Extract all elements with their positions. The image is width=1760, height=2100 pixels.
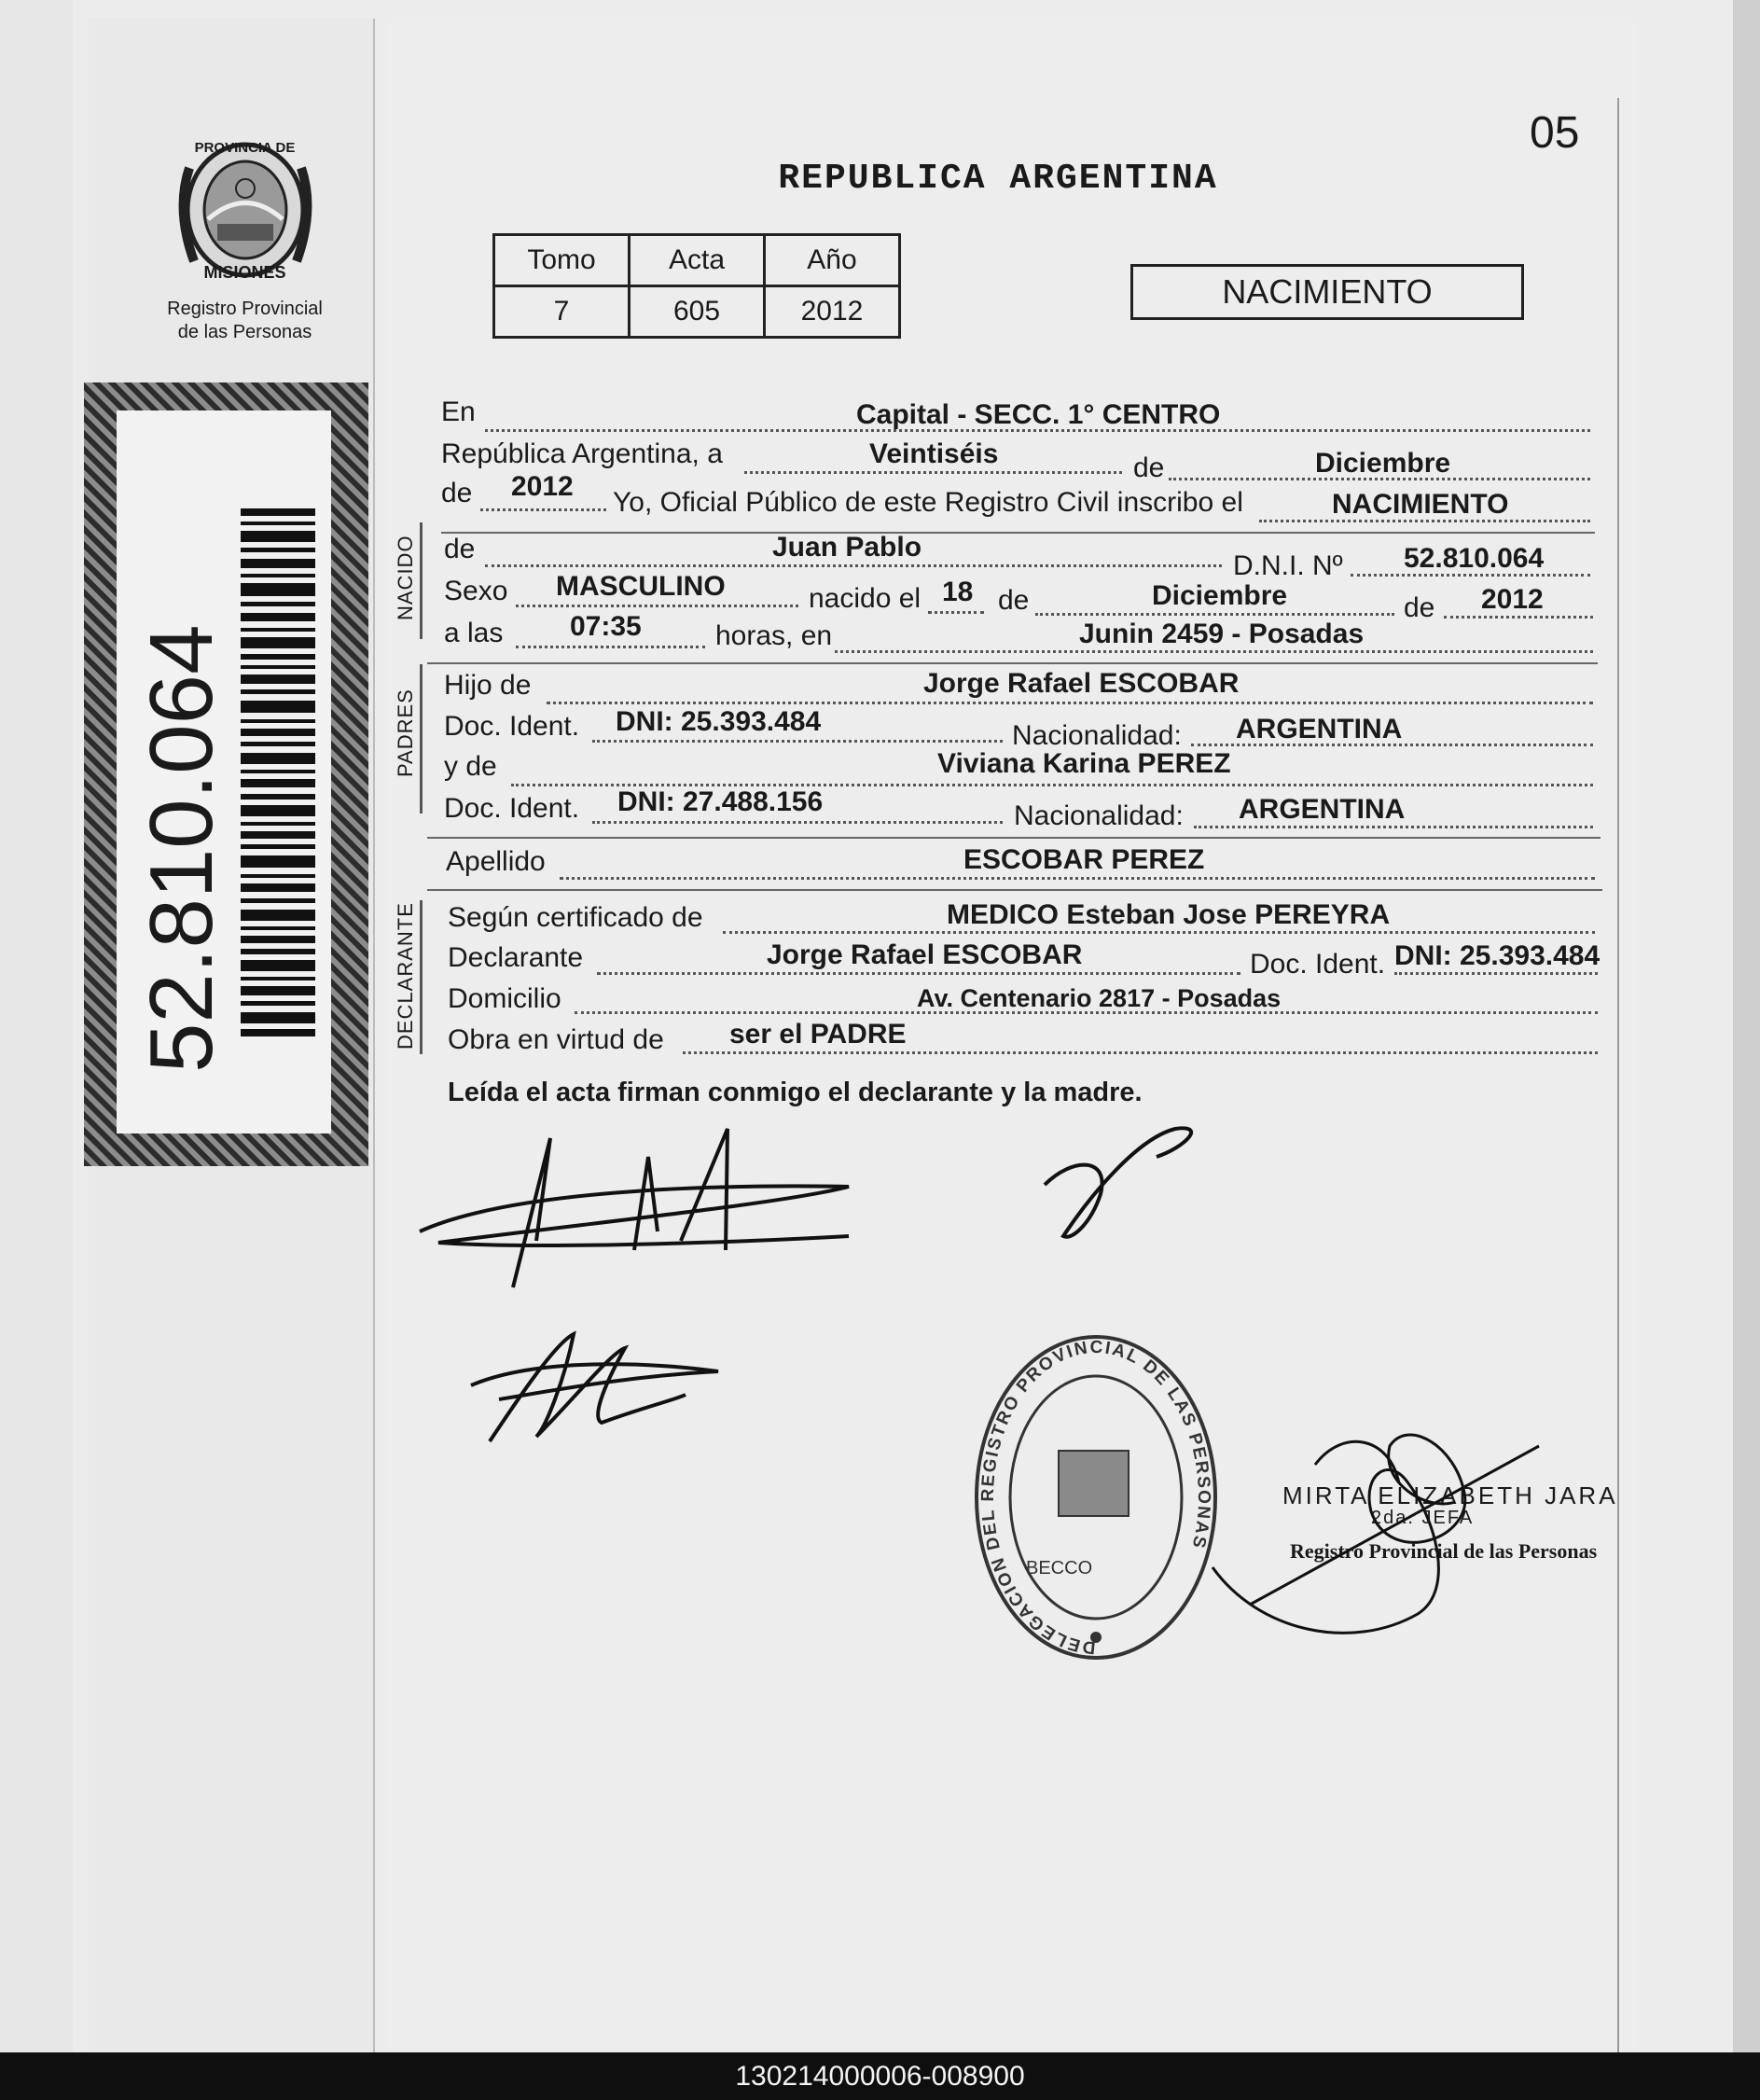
line-declarante (597, 972, 1240, 975)
rule-4 (427, 889, 1602, 891)
label-dni: D.N.I. Nº (1233, 550, 1343, 581)
acta-header: Acta (630, 235, 765, 286)
line-lugar-nac (835, 650, 1593, 653)
label-de-month: de (998, 585, 1030, 616)
label-nacionalidad-1: Nacionalidad: (1012, 720, 1182, 751)
label-obra: Obra en virtud de (448, 1024, 664, 1055)
declarante-bracket (420, 900, 423, 1054)
value-obra: ser el PADRE (729, 1019, 907, 1050)
official-role: 2da. JEFA (1371, 1508, 1475, 1528)
page-number: 05 (1530, 108, 1580, 158)
line-dia (744, 471, 1122, 474)
acta-value: 605 (630, 286, 765, 338)
seal-text-bottom: MISIONES (203, 263, 286, 282)
label-nacionalidad-2: Nacionalidad: (1014, 800, 1184, 831)
record-type-box: NACIMIENTO (1130, 264, 1524, 320)
label-doc-ident-2: Doc. Ident. (444, 793, 580, 824)
value-dia: Veintiséis (869, 438, 999, 469)
label-de-year: de (1404, 592, 1435, 623)
line-padre (547, 702, 1593, 704)
official-signature-icon (1203, 1381, 1548, 1661)
stub-dni-number: 52.810.064 (132, 624, 231, 1073)
label-de-mid: de (1133, 452, 1165, 483)
document-title: REPUBLICA ARGENTINA (778, 159, 1218, 199)
stamp-ring-text: DELEGACION DEL REGISTRO PROVINCIAL DE LAS PERSONAS (977, 1337, 1214, 1658)
line-madre-nac (1194, 826, 1593, 828)
label-sexo: Sexo (444, 576, 508, 606)
ano-header: Año (765, 235, 900, 286)
registry-table (492, 233, 901, 339)
line-apellido (560, 877, 1595, 880)
value-sexo: MASCULINO (556, 571, 726, 602)
line-mes-nac (1035, 613, 1394, 616)
official-stamp-icon (970, 1329, 1222, 1665)
label-de-name: de (444, 534, 476, 564)
value-madre-nac: ARGENTINA (1239, 794, 1406, 825)
barcode-icon (241, 508, 315, 1040)
section-padres: PADRES (394, 688, 417, 777)
registry-line-2: de las Personas (177, 322, 312, 342)
line-anio (480, 508, 606, 511)
line-padre-dni (592, 740, 1003, 743)
padres-bracket (420, 664, 423, 814)
label-declarante: Declarante (448, 942, 584, 973)
line-certificado (723, 931, 1595, 934)
ano-value: 2012 (765, 286, 900, 338)
label-doc-ident-3: Doc. Ident. (1250, 949, 1386, 980)
footer-code-bar: 130214000006-008900 (0, 2052, 1760, 2100)
label-yo: Yo, Oficial Público de este Registro Civil inscribo el (613, 487, 1243, 518)
official-name: MIRTA ELIZABETH JARA (1282, 1481, 1618, 1509)
value-padre: Jorge Rafael ESCOBAR (923, 668, 1240, 699)
label-domicilio: Domicilio (448, 983, 561, 1014)
line-dia-nac (928, 611, 984, 614)
value-padre-dni: DNI: 25.393.484 (616, 706, 822, 737)
value-mes-nac: Diciembre (1152, 580, 1288, 611)
value-domicilio: Av. Centenario 2817 - Posadas (917, 984, 1282, 1012)
rule-3 (427, 837, 1601, 839)
label-y-de: y de (444, 751, 497, 782)
line-nombre (485, 564, 1222, 567)
label-en: En (441, 396, 476, 427)
tomo-value: 7 (494, 286, 630, 338)
section-declarante: DECLARANTE (394, 902, 417, 1050)
value-padre-nac: ARGENTINA (1236, 714, 1403, 744)
rule-2 (427, 662, 1598, 664)
value-mes: Diciembre (1315, 448, 1451, 479)
label-horas-en: horas, en (715, 620, 833, 651)
value-lugar: Capital - SECC. 1° CENTRO (856, 399, 1221, 430)
stamp-center-text: BECCO (1026, 1558, 1093, 1578)
value-dni: 52.810.064 (1404, 543, 1545, 574)
closing-statement: Leída el acta firman conmigo el declarante y la madre. (448, 1078, 1143, 1107)
official-office: Registro Provincial de las Personas (1290, 1539, 1598, 1563)
line-madre-dni (592, 821, 1003, 824)
right-margin-line (1617, 98, 1619, 2052)
nacido-bracket (420, 522, 423, 639)
declarant-signature-icon (410, 1120, 858, 1297)
label-hijo-de: Hijo de (444, 670, 532, 701)
witness-signature-icon (462, 1306, 723, 1446)
registry-line-1: Registro Provincial (167, 299, 323, 319)
value-madre-dni: DNI: 27.488.156 (617, 786, 824, 817)
line-anio-nac (1444, 616, 1593, 619)
value-declarante: Jorge Rafael ESCOBAR (767, 939, 1083, 970)
value-madre: Viviana Karina PEREZ (937, 748, 1231, 779)
value-dia-nac: 18 (942, 577, 974, 607)
line-declarante-dni (1394, 972, 1598, 975)
value-anio-nac: 2012 (1481, 584, 1544, 615)
value-hora: 07:35 (570, 611, 642, 642)
previous-page-edge (0, 0, 76, 2052)
value-declarante-dni: DNI: 25.393.484 (1394, 940, 1601, 971)
value-apellido: ESCOBAR PEREZ (963, 844, 1205, 875)
label-republica: República Argentina, a (441, 438, 723, 469)
value-nombre: Juan Pablo (772, 532, 922, 563)
line-hora (516, 646, 705, 648)
value-acto: NACIMIENTO (1332, 489, 1509, 520)
label-a-las: a las (444, 618, 504, 648)
line-obra (683, 1051, 1598, 1054)
value-lugar-nac: Junin 2459 - Posadas (1079, 619, 1365, 649)
section-nacido: NACIDO (394, 535, 417, 620)
seal-text-top: PROVINCIA DE (194, 140, 296, 156)
line-sexo (516, 605, 798, 607)
value-anio: 2012 (511, 471, 574, 502)
value-certificado: MEDICO Esteban Jose PEREYRA (947, 899, 1391, 930)
rule-1 (441, 532, 1595, 534)
label-segun: Según certificado de (448, 902, 703, 933)
label-nacido-el: nacido el (809, 583, 922, 614)
label-de-start: de (441, 478, 473, 508)
label-apellido: Apellido (446, 846, 546, 877)
mother-signature-icon (1035, 1120, 1213, 1250)
label-doc-ident-1: Doc. Ident. (444, 711, 580, 742)
tomo-header: Tomo (494, 235, 630, 286)
